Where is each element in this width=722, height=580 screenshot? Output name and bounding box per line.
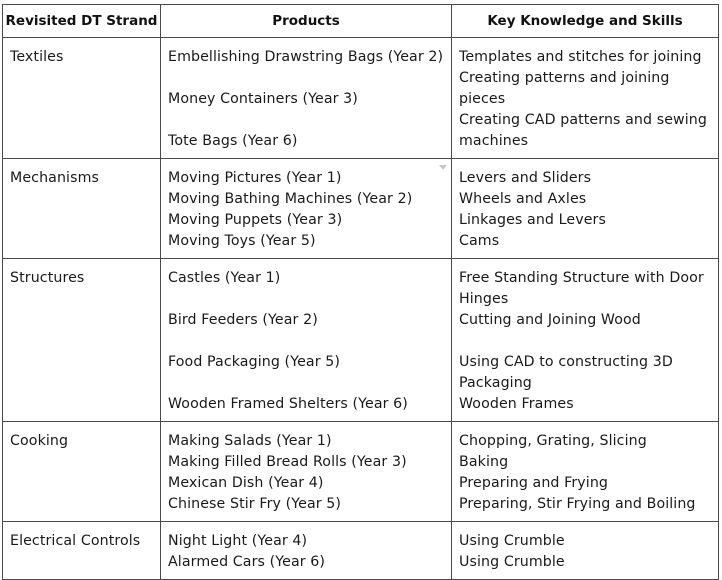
header-row <box>3 5 719 38</box>
product-item: Chinese Stir Fry (Year 5) <box>168 496 342 512</box>
skill-item: Creating CAD patterns and sewing machines <box>459 112 708 149</box>
skill-item: Using Crumble <box>459 533 565 549</box>
skills-cell <box>452 159 719 259</box>
skills-cell <box>452 422 719 522</box>
products-cell <box>161 522 452 580</box>
product-item: Moving Pictures (Year 1) <box>168 170 342 186</box>
skills-cell <box>452 522 719 580</box>
blank-line <box>459 331 712 352</box>
strand-cell <box>3 259 161 422</box>
strand-cell <box>3 38 161 159</box>
product-item: Moving Puppets (Year 3) <box>168 212 343 228</box>
product-item: Wooden Framed Shelters (Year 6) <box>168 396 408 412</box>
product-item: Castles (Year 1) <box>168 270 281 286</box>
skill-item: Using Crumble <box>459 554 565 570</box>
dropdown-arrow-icon[interactable] <box>439 165 447 170</box>
strand-label: Electrical Controls <box>10 533 141 549</box>
dt-strands-table <box>2 4 719 580</box>
product-item: Making Filled Bread Rolls (Year 3) <box>168 454 407 470</box>
product-item: Food Packaging (Year 5) <box>168 354 340 370</box>
blank-line <box>168 110 445 131</box>
skill-item: Preparing and Frying <box>459 475 609 491</box>
product-item: Moving Toys (Year 5) <box>168 233 316 249</box>
skill-item: Linkages and Levers <box>459 212 606 228</box>
strand-label: Cooking <box>10 433 69 449</box>
blank-line <box>168 289 445 310</box>
skill-item: Baking <box>459 454 509 470</box>
product-item: Money Containers (Year 3) <box>168 91 358 107</box>
strand-label: Mechanisms <box>10 170 99 186</box>
skills-cell <box>452 38 719 159</box>
skill-item: Free Standing Structure with Door Hinges <box>459 270 704 307</box>
skill-item: Using CAD to constructing 3D Packaging <box>459 354 673 391</box>
table-row-mechanisms <box>3 159 719 259</box>
product-item: Alarmed Cars (Year 6) <box>168 554 326 570</box>
skill-item: Cutting and Joining Wood <box>459 312 641 328</box>
product-item: Mexican Dish (Year 4) <box>168 475 324 491</box>
header-skills: Key Knowledge and Skills <box>452 5 719 38</box>
header-products: Products <box>161 5 452 38</box>
strand-cell <box>3 422 161 522</box>
table-row-cooking <box>3 422 719 522</box>
skill-item: Creating patterns and joining pieces <box>459 70 670 107</box>
products-cell <box>161 38 452 159</box>
strand-cell <box>3 522 161 580</box>
skill-item: Templates and stitches for joining <box>459 49 702 65</box>
table-row-structures <box>3 259 719 422</box>
header-strand: Revisited DT Strand <box>3 5 161 38</box>
products-cell <box>161 159 452 259</box>
product-item: Tote Bags (Year 6) <box>168 133 298 149</box>
blank-line <box>168 331 445 352</box>
skills-cell <box>452 259 719 422</box>
table-row-textiles <box>3 38 719 159</box>
skill-item: Wooden Frames <box>459 396 574 412</box>
blank-line <box>168 68 445 89</box>
skill-item: Wheels and Axles <box>459 191 587 207</box>
table-row-electrical-controls <box>3 522 719 580</box>
skill-item: Cams <box>459 233 500 249</box>
products-cell <box>161 422 452 522</box>
product-item: Making Salads (Year 1) <box>168 433 332 449</box>
product-item: Bird Feeders (Year 2) <box>168 312 318 328</box>
product-item: Night Light (Year 4) <box>168 533 308 549</box>
product-item: Embellishing Drawstring Bags (Year 2) <box>168 49 444 65</box>
strand-label: Structures <box>10 270 85 286</box>
products-cell <box>161 259 452 422</box>
skill-item: Preparing, Stir Frying and Boiling <box>459 496 696 512</box>
skill-item: Levers and Sliders <box>459 170 592 186</box>
strand-label: Textiles <box>10 49 64 65</box>
skill-item: Chopping, Grating, Slicing <box>459 433 647 449</box>
blank-line <box>168 373 445 394</box>
strand-cell <box>3 159 161 259</box>
product-item: Moving Bathing Machines (Year 2) <box>168 191 413 207</box>
